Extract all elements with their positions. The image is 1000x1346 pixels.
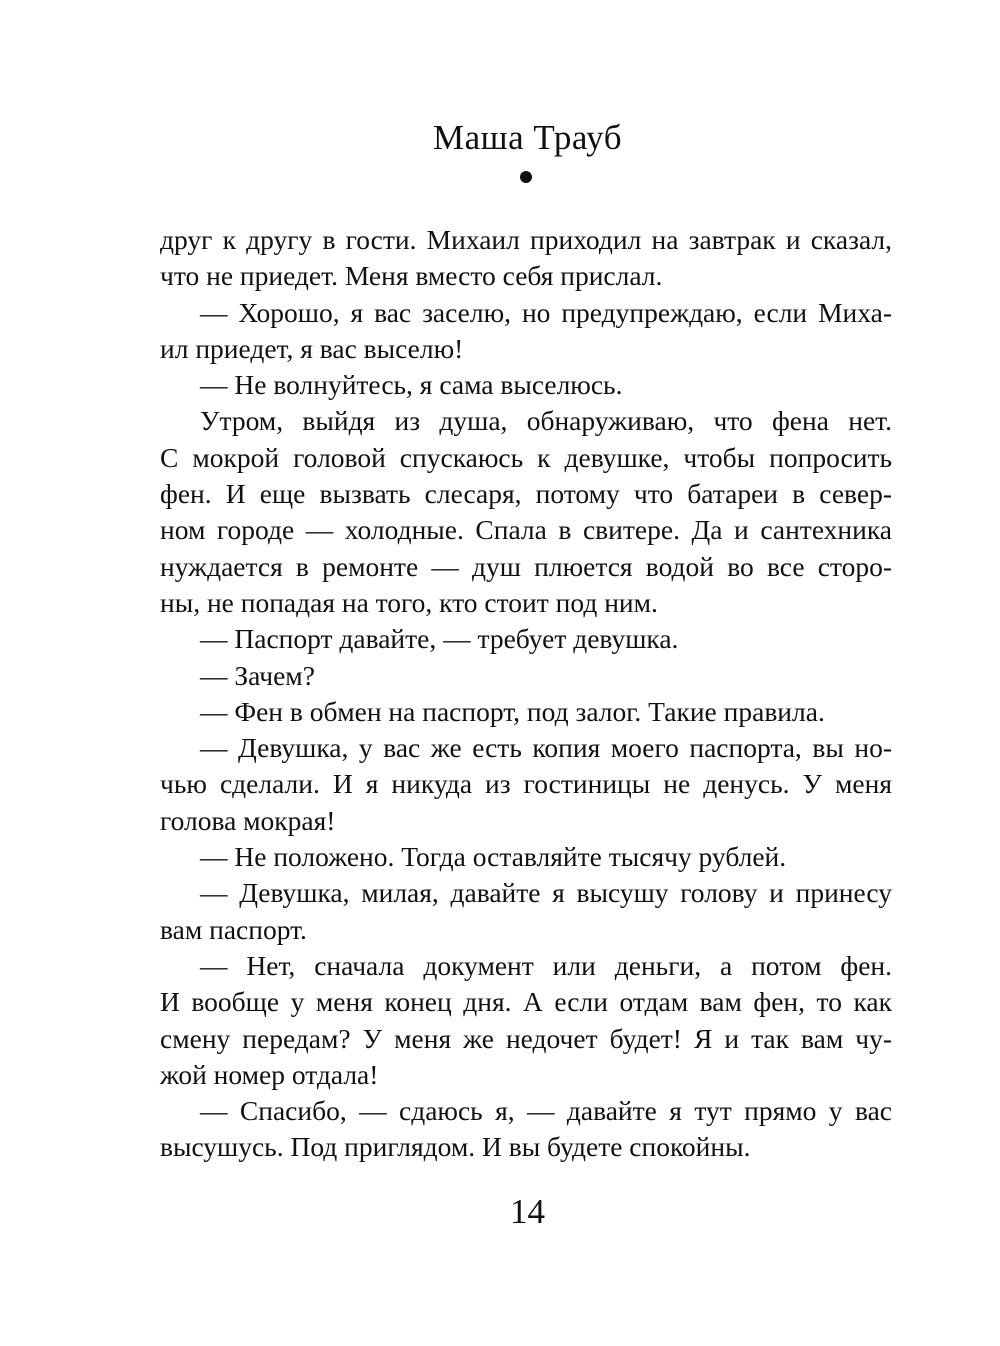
- text-line: ны, не попадая на того, кто стоит под ним.: [160, 586, 658, 618]
- text-line: что не приедет. Меня вместо себя прислал.: [160, 260, 663, 292]
- text-line: — Не положено. Тогда оставляйте тысячу рублей.: [200, 841, 787, 873]
- text-line: друг к другу в гости. Михаил приходил на завтрак и сказал,: [160, 224, 892, 255]
- text-line: — Девушка, милая, давайте я высушу голову и принесу: [200, 877, 892, 909]
- text-line: — Фен в обмен на паспорт, под залог. Такие правила.: [200, 695, 825, 727]
- text-line: чью сделали. И я никуда из гостиницы не денусь. У меня: [160, 768, 892, 800]
- text-line: нуждается в ремонте — душ плюется водой во все сторо-: [160, 550, 892, 582]
- text-line: — Спасибо, — сдаюсь я, — давайте я тут прямо у вас: [200, 1095, 892, 1127]
- text-line: И вообще у меня конец дня. А если отдам вам фен, то как: [160, 986, 892, 1018]
- text-line: — Паспорт давайте, — требует девушка.: [200, 623, 679, 655]
- text-line: голова мокрая!: [160, 804, 336, 836]
- body-text: [160, 222, 892, 1166]
- text-line: С мокрой головой спускаюсь к девушке, чтобы попросить: [160, 441, 892, 473]
- text-line: фен. И еще вызвать слесаря, потому что батареи в север-: [160, 478, 892, 510]
- text-line: — Зачем?: [200, 659, 315, 691]
- text-line: — Нет, сначала документ или деньги, а потом фен.: [200, 949, 892, 981]
- text-line: — Девушка, у вас же есть копия моего паспорта, вы но-: [200, 732, 892, 764]
- text-line: — Хорошо, я вас заселю, но предупреждаю, если Миха-: [200, 296, 892, 328]
- text-line: — Не волнуйтесь, я сама выселюсь.: [200, 369, 623, 401]
- running-head-author: Маша Трауб: [432, 118, 623, 157]
- text-line: вам паспорт.: [160, 913, 307, 945]
- page-number: 14: [510, 1192, 545, 1231]
- header-bullet-ornament: [520, 171, 532, 183]
- text-line: Утром, выйдя из душа, обнаруживаю, что фена нет.: [200, 405, 892, 437]
- text-line: смену передам? У меня же недочет будет! Я и так вам чу-: [160, 1022, 892, 1054]
- text-line: высушусь. Под приглядом. И вы будете спокойны.: [160, 1131, 751, 1163]
- text-line: ном городе — холодные. Спала в свитере. Да и сантехника: [160, 514, 892, 546]
- text-line: жой номер отдала!: [160, 1058, 379, 1090]
- text-line: ил приедет, я вас выселю!: [160, 332, 464, 364]
